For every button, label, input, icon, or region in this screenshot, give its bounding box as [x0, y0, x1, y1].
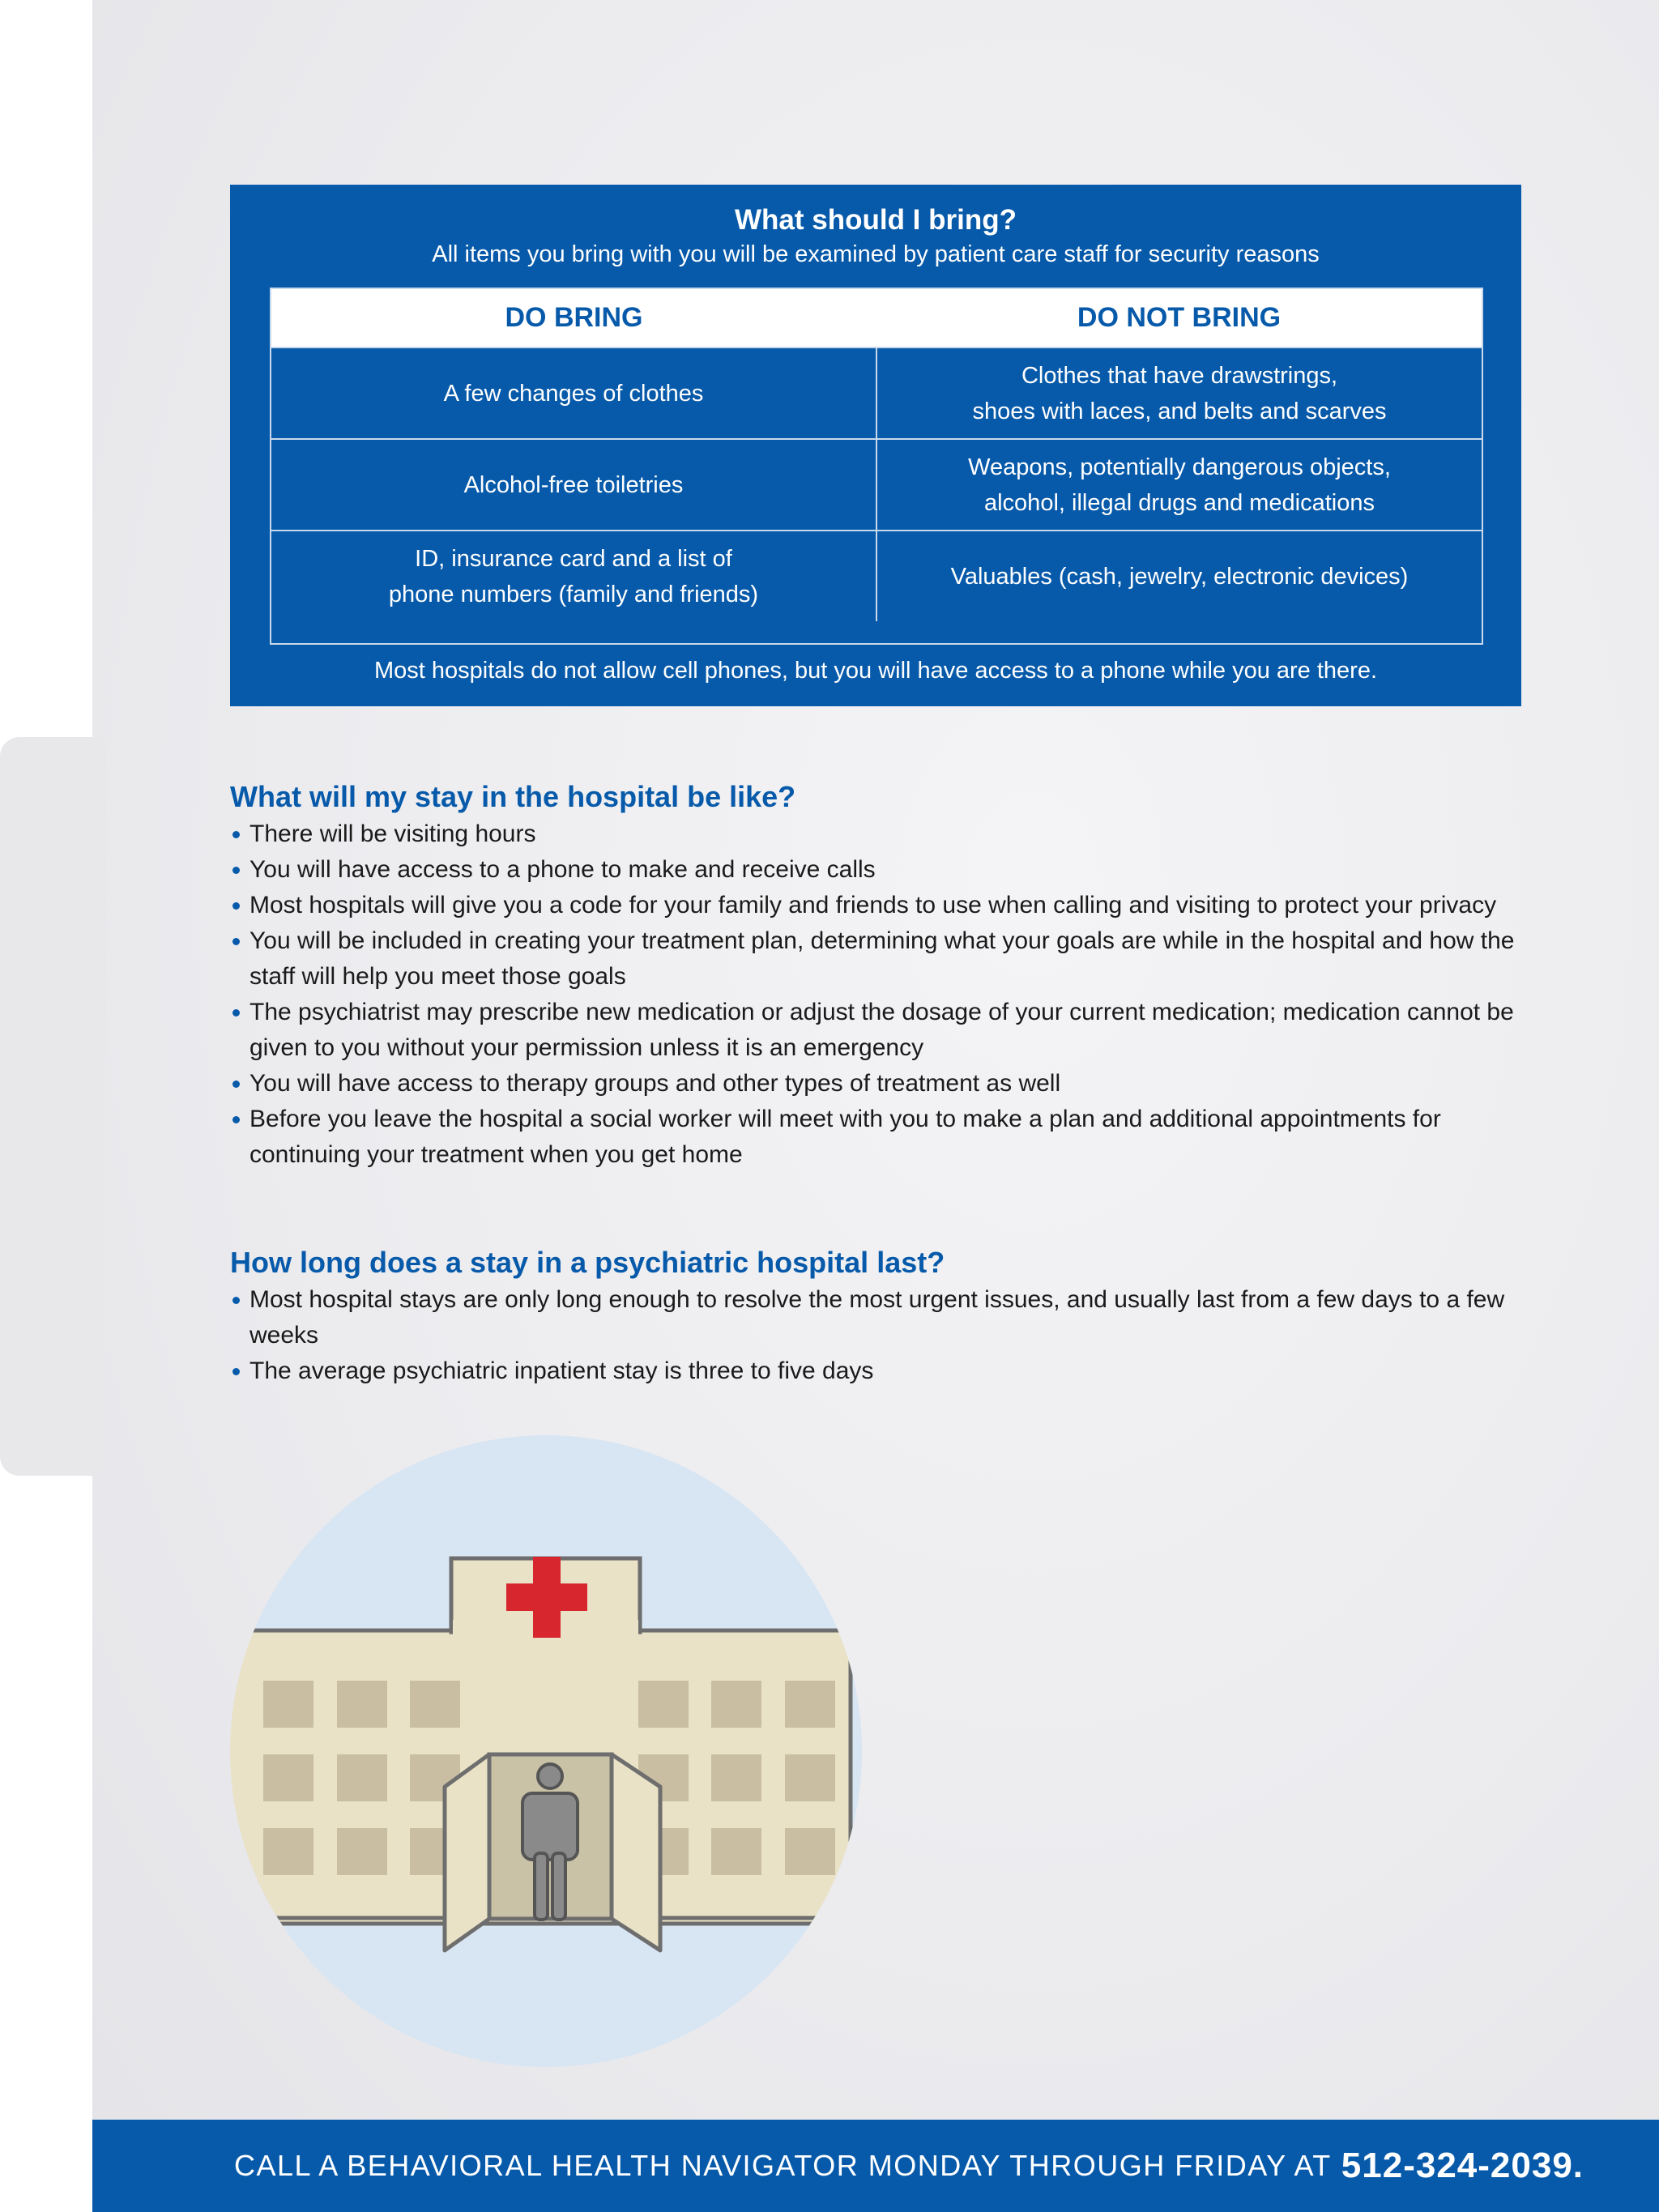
hospital-building-icon	[227, 1434, 875, 2073]
table-row	[271, 530, 1482, 621]
length-bullet-list	[230, 1282, 1526, 1389]
do-bring-cell: Alcohol-free toiletries	[271, 440, 877, 530]
list-item: You will have access to therapy groups and other types of treatment as well	[230, 1066, 1526, 1102]
list-item: Most hospitals will give you a code for your family and friends to use when calling and visiting to protect your privacy	[230, 888, 1526, 923]
footer-phone-number: 512-324-2039.	[1341, 2146, 1584, 2185]
bring-title: What should I bring?	[734, 204, 1017, 236]
list-item: The psychiatrist may prescribe new medication or adjust the dosage of your current medication; medication cannot be given to you without your permission unless it is an emergency	[230, 995, 1526, 1066]
what-to-bring-panel	[230, 185, 1521, 706]
table-row	[271, 347, 1482, 438]
list-item: Most hospital stays are only long enough to resolve the most urgent issues, and usually last from a few days to a few weeks	[230, 1282, 1526, 1353]
column-header-do-not-bring: DO NOT BRING	[1077, 302, 1282, 333]
list-item: You will be included in creating your treatment plan, determining what your goals are while in the hospital and how the staff will help you meet those goals	[230, 923, 1526, 995]
list-item: The average psychiatric inpatient stay is three to five days	[230, 1353, 1526, 1389]
table-row	[271, 438, 1482, 530]
do-not-bring-cell: Clothes that have drawstrings, shoes with laces, and belts and scarves	[972, 362, 1387, 424]
list-item: You will have access to a phone to make and receive calls	[230, 852, 1526, 888]
list-item: Before you leave the hospital a social worker will meet with you to make a plan and additional appointments for continuing your treatment when you get home	[230, 1102, 1526, 1173]
stay-section	[230, 778, 1526, 1173]
list-item: There will be visiting hours	[230, 816, 1526, 852]
do-bring-cell: ID, insurance card and a list of phone numbers (family and friends)	[271, 531, 877, 621]
column-header-do-bring: DO BRING	[505, 302, 643, 333]
do-not-bring-cell: Valuables (cash, jewelry, electronic devices)	[950, 563, 1409, 590]
bring-table	[270, 288, 1483, 645]
do-not-bring-cell: Weapons, potentially dangerous objects, alcohol, illegal drugs and medications	[968, 454, 1391, 516]
length-heading: How long does a stay in a psychiatric hospital last?	[230, 1246, 945, 1279]
cell-phone-note: Most hospitals do not allow cell phones, but you will have access to a phone while you are there.	[373, 657, 1378, 684]
bring-subtitle: All items you bring with you will be examined by patient care staff for security reasons	[432, 241, 1320, 267]
footer-bar	[92, 2120, 1659, 2212]
do-bring-cell: A few changes of clothes	[271, 348, 877, 438]
stay-bullet-list	[230, 816, 1526, 1173]
footer-call-text: CALL A BEHAVIORAL HEALTH NAVIGATOR MONDAY THROUGH FRIDAY AT	[234, 2149, 1332, 2182]
table-header-row	[271, 289, 1482, 347]
length-section	[230, 1243, 1526, 1389]
side-tab	[0, 737, 105, 1476]
stay-heading: What will my stay in the hospital be like?	[230, 780, 796, 813]
